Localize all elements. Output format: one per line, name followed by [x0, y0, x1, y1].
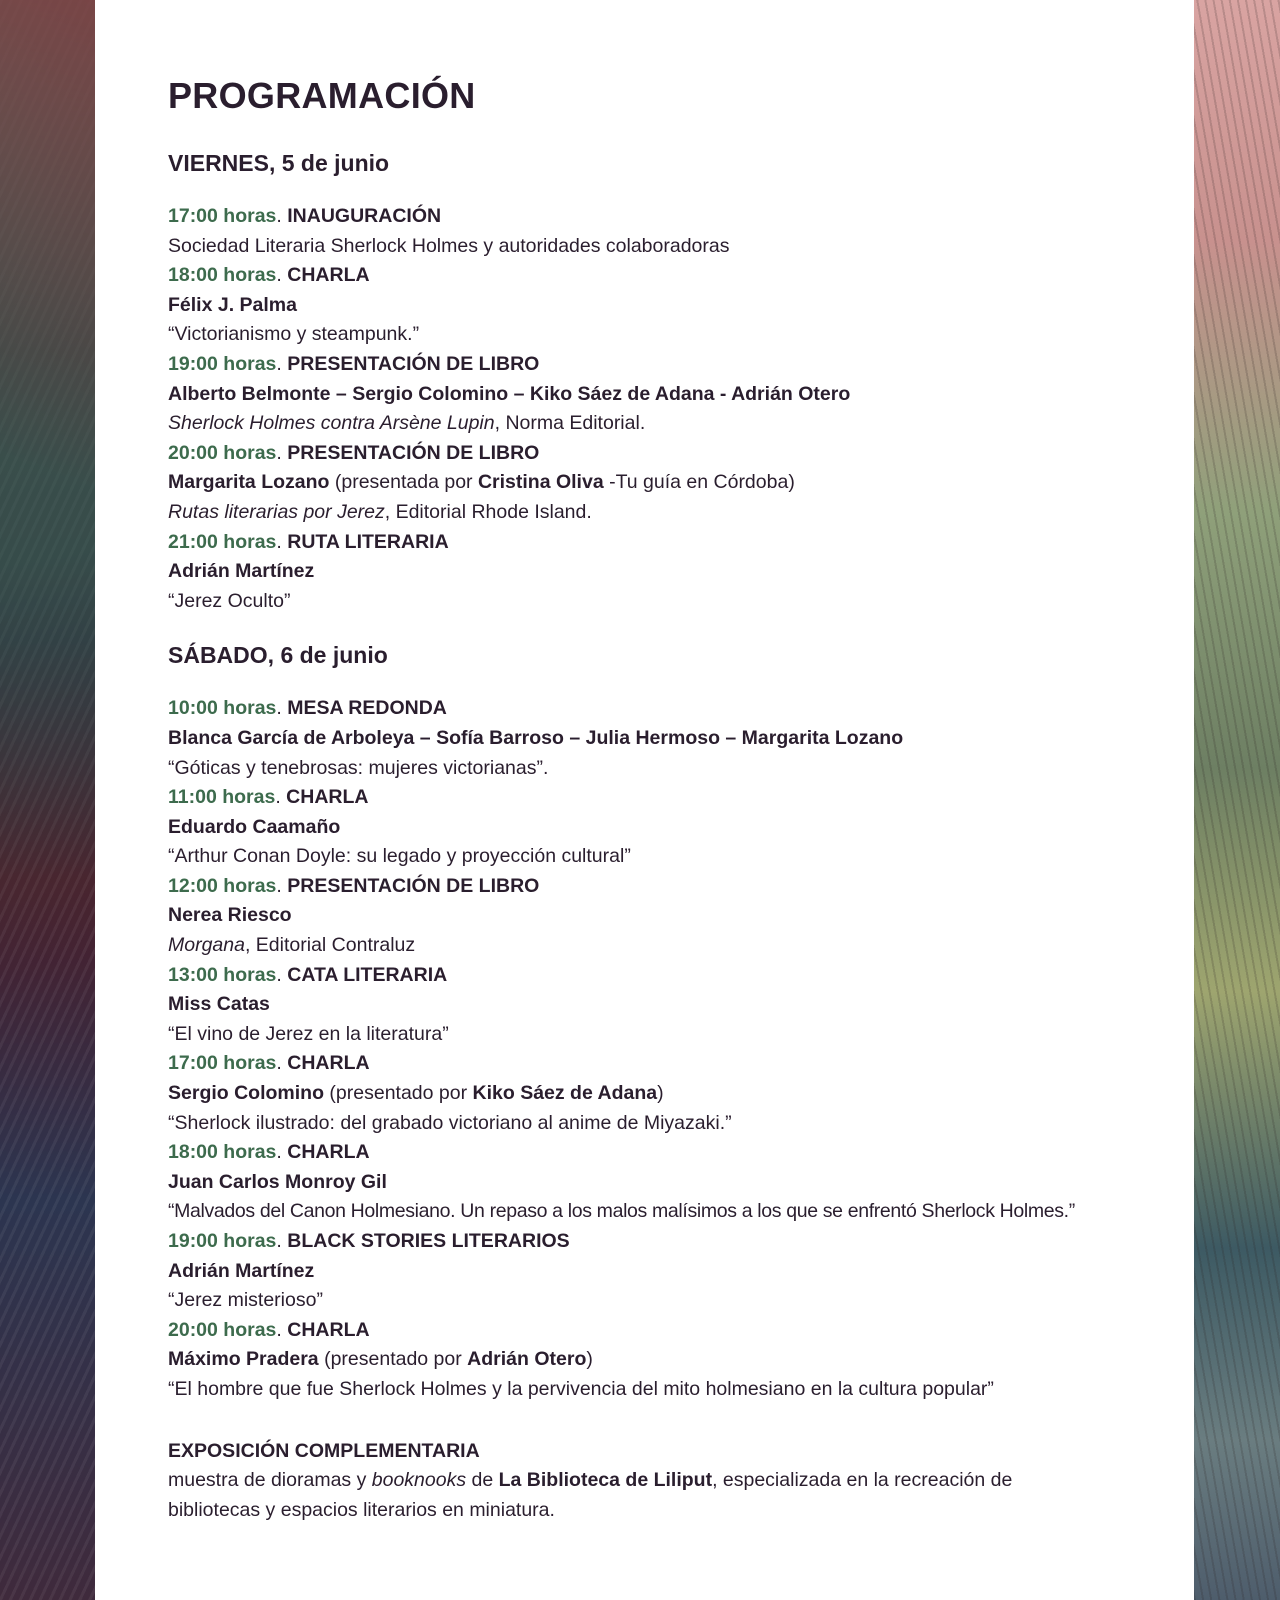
decorative-illustration-left: [0, 0, 95, 1600]
event-speaker: Alberto Belmonte – Sergio Colomino – Kiko Sáez de Adana - Adrián Otero: [168, 382, 851, 405]
event-participants: Sociedad Literaria Sherlock Holmes y autoridades colaboradoras: [168, 234, 730, 257]
event-speaker: Nerea Riesco: [168, 904, 292, 927]
event-item: 17:00 horas. INAUGURACIÓN Sociedad Literaria Sherlock Holmes y autoridades colaboradoras: [168, 205, 730, 257]
presenter-note: (presentado por: [324, 1082, 473, 1105]
event-speaker: Adrián Martínez: [168, 1259, 315, 1282]
event-item: 18:00 horas. CHARLA Juan Carlos Monroy Gil “Malvados del Canon Holmesiano. Un repaso a los malos malísimos a los que se enfrentó Sherlock Holmes.”: [168, 1141, 1075, 1223]
day-heading: SÁBADO, 6 de junio: [168, 642, 388, 669]
event-item: 19:00 horas. PRESENTACIÓN DE LIBRO Alberto Belmonte – Sergio Colomino – Kiko Sáez de Adana - Adrián Otero Sherlock Holmes contra Arsène Lupin, Norma Editorial.: [168, 352, 851, 435]
event-topic: “Arthur Conan Doyle: su legado y proyección cultural”: [168, 845, 631, 868]
exhibition-text: , especializada en la recreación de bibliotecas y espacios literarios en miniatura.: [168, 1469, 1013, 1521]
exhibition-section: [168, 1437, 1178, 1526]
book-title: Morgana: [168, 934, 245, 957]
event-type: INAUGURACIÓN: [287, 205, 442, 227]
event-topic: “Victorianismo y steampunk.”: [168, 323, 420, 346]
exhibition-text: de: [466, 1469, 499, 1492]
event-time: 11:00 horas: [168, 786, 276, 809]
event-item: 18:00 horas. CHARLA Félix J. Palma “Victorianismo y steampunk.”: [168, 264, 420, 346]
event-item: 13:00 horas. CATA LITERARIA Miss Catas “El vino de Jerez en la literatura”: [168, 963, 449, 1045]
event-topic: “Jerez Oculto”: [168, 589, 291, 612]
presenter-note: (presentada por: [329, 471, 478, 494]
presenter-name: Adrián Otero: [467, 1348, 587, 1371]
event-type: CHARLA: [286, 786, 369, 809]
event-time: 17:00 horas: [168, 205, 277, 227]
event-topic: “Jerez misterioso”: [168, 1289, 323, 1312]
event-topic: “Sherlock ilustrado: del grabado victoriano al anime de Miyazaki.”: [168, 1111, 732, 1134]
event-type: MESA REDONDA: [287, 697, 447, 720]
book-title: Rutas literarias por Jerez: [168, 500, 385, 523]
event-time: 18:00 horas: [168, 1141, 277, 1164]
event-speaker: Miss Catas: [168, 993, 270, 1016]
event-item: 20:00 horas. PRESENTACIÓN DE LIBRO Margarita Lozano (presentada por Cristina Oliva -Tu guía en Córdoba) Rutas literarias por Jerez, Editorial Rhode Island.: [168, 441, 795, 523]
decorative-illustration-right: [1194, 0, 1280, 1600]
event-time: 20:00 horas: [168, 441, 277, 464]
book-publisher: , Editorial Rhode Island.: [384, 500, 592, 523]
event-type: CHARLA: [287, 1318, 370, 1341]
event-type: PRESENTACIÓN DE LIBRO: [287, 441, 540, 464]
event-item: 10:00 horas. MESA REDONDA Blanca García de Arboleya – Sofía Barroso – Julia Hermoso – Margarita Lozano “Góticas y tenebrosas: mujeres victorianas”.: [168, 697, 904, 779]
event-speaker: Juan Carlos Monroy Gil: [168, 1170, 387, 1193]
event-type: CATA LITERARIA: [287, 963, 448, 986]
exhibition-description: [168, 1466, 1068, 1525]
event-item: 21:00 horas. RUTA LITERARIA Adrián Martínez “Jerez Oculto”: [168, 530, 449, 612]
presenter-note: -Tu guía en Córdoba): [603, 471, 795, 494]
event-type: RUTA LITERARIA: [287, 530, 449, 553]
presenter-name: Cristina Oliva: [477, 471, 604, 494]
event-speaker: Blanca García de Arboleya – Sofía Barroso – Julia Hermoso – Margarita Lozano: [168, 726, 904, 749]
event-time: 21:00 horas: [168, 530, 277, 553]
event-type: BLACK STORIES LITERARIOS: [287, 1230, 570, 1252]
event-topic: “Malvados del Canon Holmesiano. Un repaso a los malos malísimos a los que se enfrentó Sherlock Holmes.”: [168, 1200, 1075, 1223]
book-publisher: , Norma Editorial.: [494, 412, 646, 435]
event-type: CHARLA: [287, 1052, 370, 1075]
event-type: PRESENTACIÓN DE LIBRO: [287, 352, 540, 375]
program-content: [168, 70, 1178, 1525]
event-speaker: Máximo Pradera: [168, 1348, 319, 1371]
event-topic: “El hombre que fue Sherlock Holmes y la pervivencia del mito holmesiano en la cultura popular”: [168, 1377, 994, 1400]
exhibition-title: EXPOSICIÓN COMPLEMENTARIA: [168, 1439, 480, 1462]
book-publisher: , Editorial Contraluz: [244, 934, 416, 957]
event-time: 12:00 horas: [168, 874, 277, 897]
exhibition-text-italic: booknooks: [371, 1469, 467, 1492]
event-speaker: Félix J. Palma: [168, 293, 297, 316]
presenter-note: ): [657, 1082, 664, 1105]
event-item: 17:00 horas. CHARLA Sergio Colomino (presentado por Kiko Sáez de Adana) “Sherlock ilustrado: del grabado victoriano al anime de Miyazaki.”: [168, 1052, 732, 1134]
event-time: 19:00 horas: [168, 352, 277, 375]
event-type: CHARLA: [287, 1141, 370, 1164]
event-speaker: Adrián Martínez: [168, 560, 315, 583]
event-time: 10:00 horas: [168, 697, 277, 720]
event-speaker: Sergio Colomino: [168, 1082, 324, 1105]
event-speaker: Eduardo Caamaño: [168, 815, 341, 838]
event-item: 12:00 horas. PRESENTACIÓN DE LIBRO Nerea Riesco Morgana, Editorial Contraluz: [168, 874, 540, 957]
event-time: 20:00 horas: [168, 1318, 277, 1341]
presenter-note: ): [586, 1348, 593, 1371]
presenter-note: (presentado por: [318, 1348, 468, 1371]
day-heading: VIERNES, 5 de junio: [168, 150, 390, 176]
day-section-friday: [168, 146, 1178, 616]
event-topic: “Góticas y tenebrosas: mujeres victorianas”.: [168, 756, 549, 779]
event-topic: “El vino de Jerez en la literatura”: [168, 1022, 449, 1045]
event-item: 20:00 horas. CHARLA Máximo Pradera (presentado por Adrián Otero) “El hombre que fue Sherlock Holmes y la pervivencia del mito holmesiano en la cultura popular”: [168, 1318, 994, 1400]
event-type: PRESENTACIÓN DE LIBRO: [287, 874, 540, 897]
book-title: Sherlock Holmes contra Arsène Lupin: [168, 412, 495, 435]
page-title: PROGRAMACIÓN: [168, 75, 476, 116]
event-speaker: Margarita Lozano: [168, 471, 330, 494]
event-type: CHARLA: [287, 264, 370, 287]
event-item: 19:00 horas. BLACK STORIES LITERARIOS Adrián Martínez “Jerez misterioso”: [168, 1230, 570, 1312]
exhibition-organizer: La Biblioteca de Liliput: [498, 1469, 713, 1492]
exhibition-text: muestra de dioramas y: [168, 1469, 372, 1492]
day-section-saturday: [168, 638, 1178, 1404]
event-time: 17:00 horas: [168, 1052, 277, 1075]
event-time: 18:00 horas: [168, 264, 277, 287]
event-item: 11:00 horas. CHARLA Eduardo Caamaño “Arthur Conan Doyle: su legado y proyección cultural”: [168, 786, 631, 868]
presenter-name: Kiko Sáez de Adana: [472, 1082, 658, 1105]
event-time: 13:00 horas: [168, 963, 277, 986]
event-time: 19:00 horas: [168, 1230, 277, 1252]
